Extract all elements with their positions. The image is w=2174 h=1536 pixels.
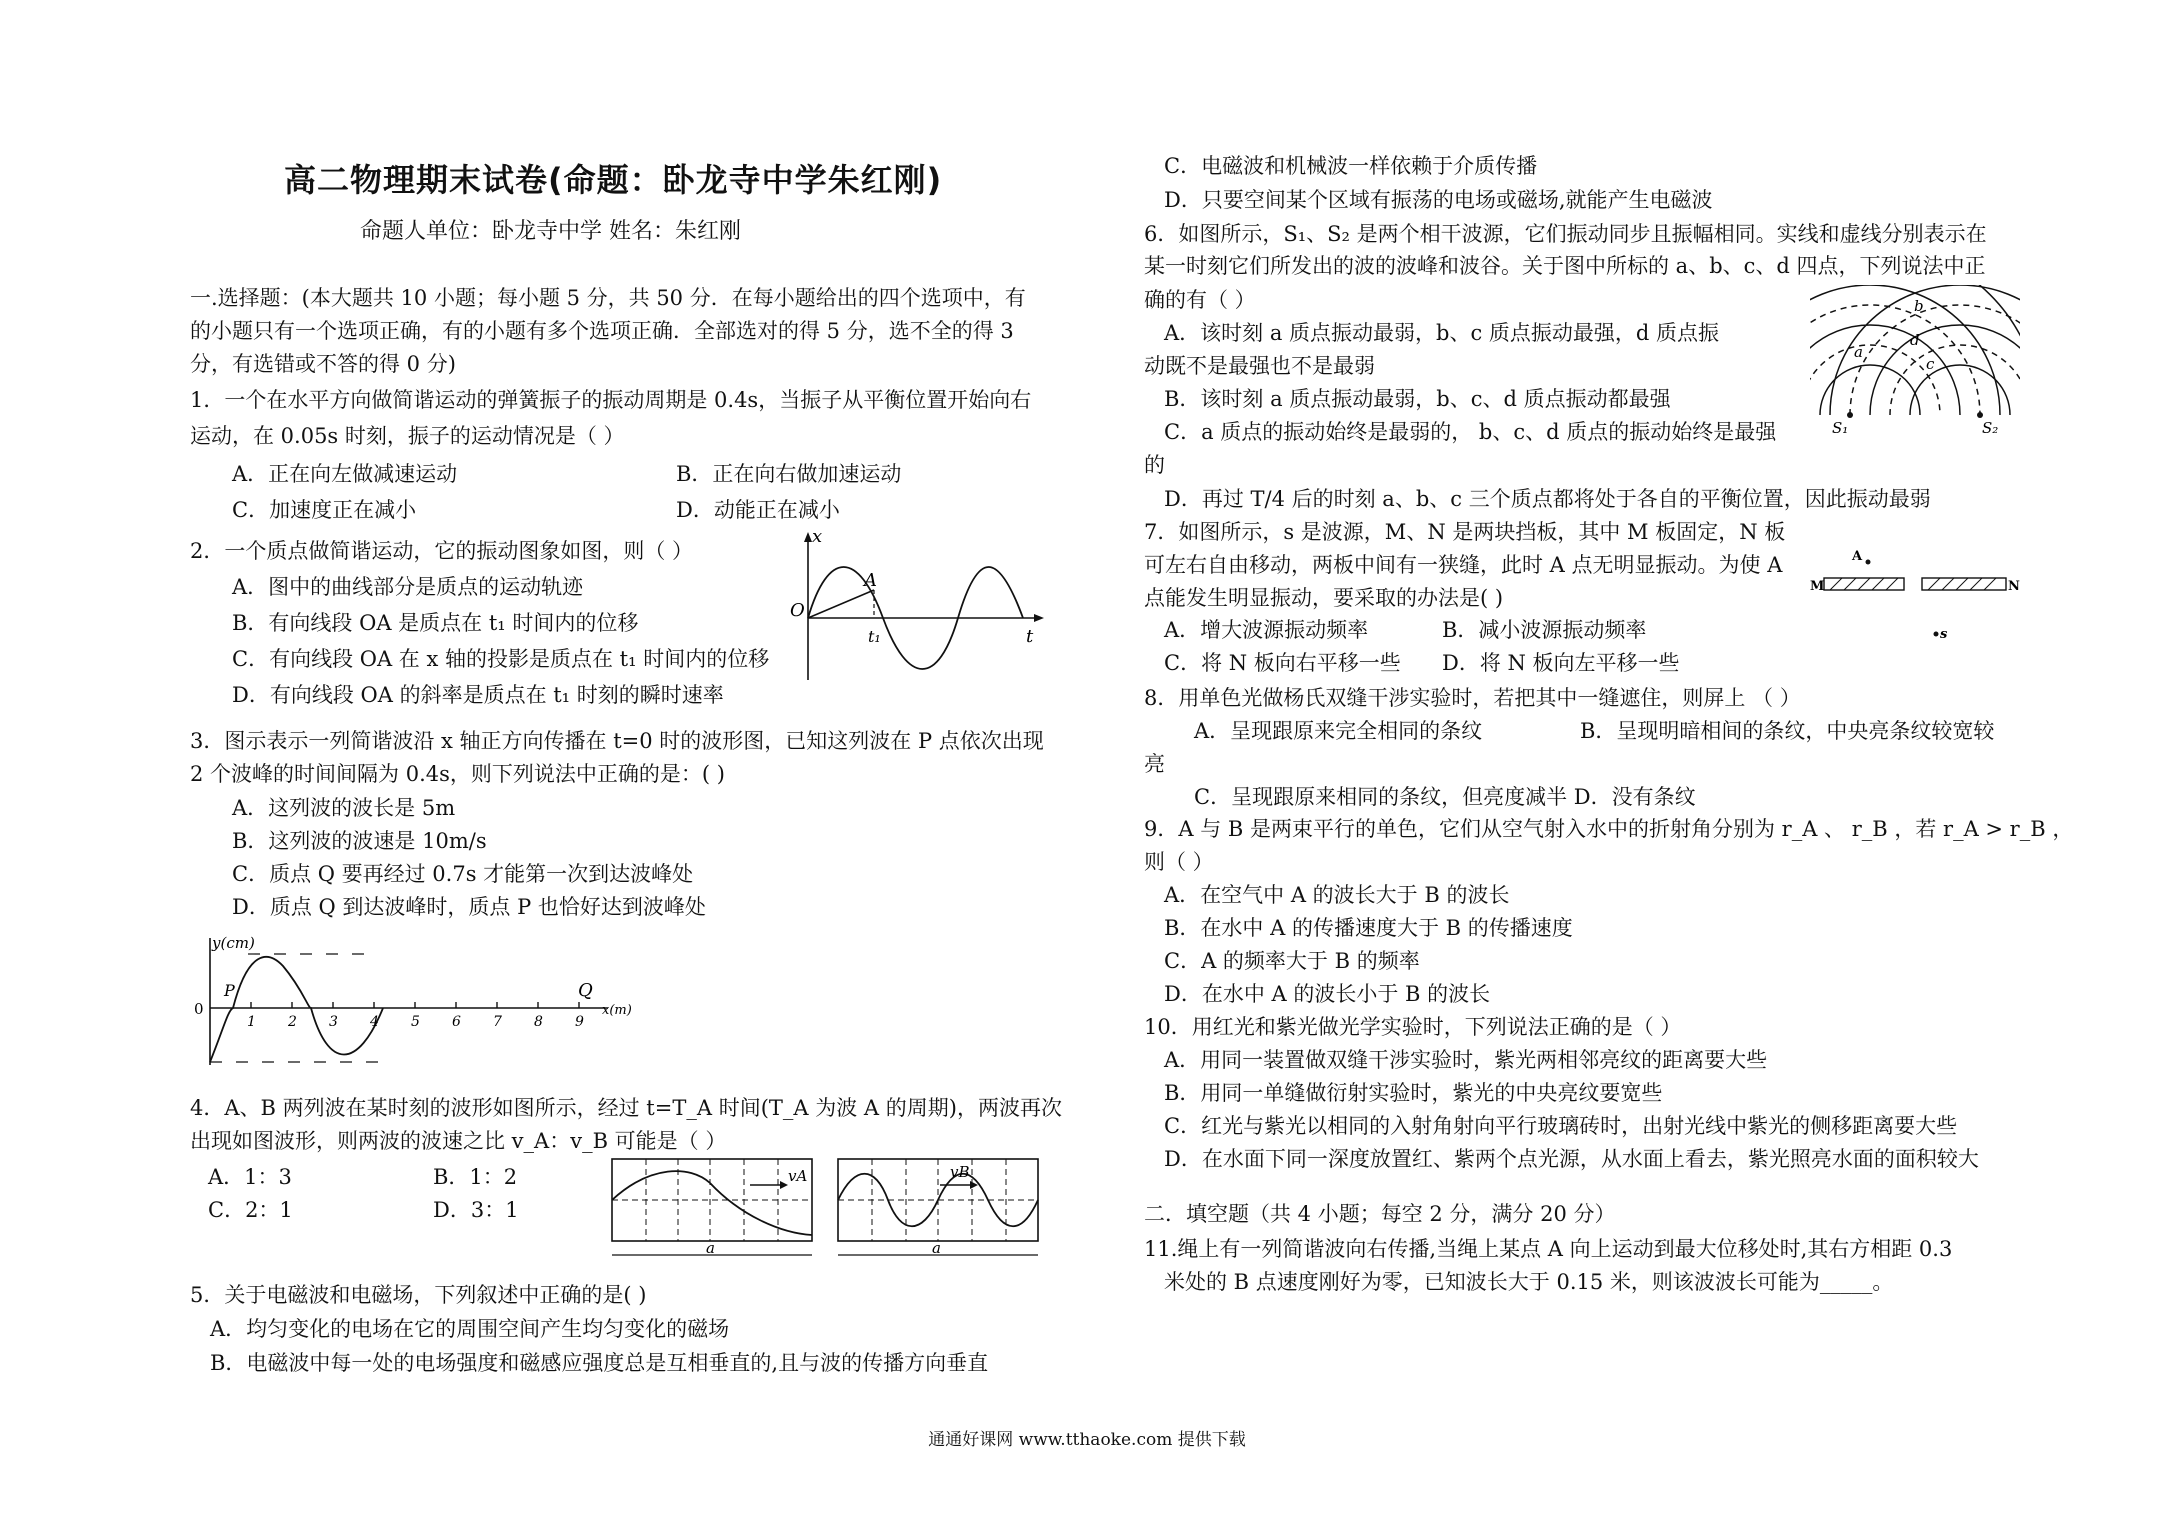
q4-option-b: B．1：2 <box>433 1165 518 1189</box>
q3-tick-label: 7 <box>493 1014 502 1030</box>
q3-label-xunit: x(m) <box>602 1003 632 1018</box>
q10-option-b: B．用同一单缝做衍射实验时，紫光的中央亮纹要宽些 <box>1164 1081 1663 1105</box>
q2-t-axis-arrow <box>1034 614 1044 622</box>
q7-slit-figure <box>1810 548 2020 648</box>
q3-option-c: C．质点 Q 要再经过 0.7s 才能第一次到达波峰处 <box>232 862 694 886</box>
q7-stem-1: 7．如图所示，s 是波源，M、N 是两块挡板，其中 M 板固定，N 板 <box>1144 520 1786 544</box>
q6-stem-2: 某一时刻它们所发出的波的波峰和波谷。关于图中所标的 a、b、c、d 四点，下列说法中正 <box>1144 254 1986 278</box>
section2-heading: 二．填空题（共 4 小题；每空 2 分，满分 20 分） <box>1144 1202 1616 1226</box>
q7-label-n: N <box>2008 579 2020 594</box>
q8-option-a: A．呈现跟原来完全相同的条纹 <box>1194 719 1483 743</box>
q3-tick-label: 4 <box>370 1014 379 1030</box>
q7-label-s: s <box>1940 627 1948 642</box>
q10-option-d: D．在水面下同一深度放置红、紫两个点光源，从水面上看去，紫光照亮水面的面积较大 <box>1164 1147 1979 1171</box>
q2-x-axis-arrow <box>804 532 812 542</box>
q3-option-b: B．这列波的波速是 10m/s <box>232 829 487 853</box>
q3-tick-label: 9 <box>575 1014 584 1030</box>
q4-stem-2: 出现如图波形，则两波的波速之比 v_A：v_B 可能是（ ） <box>190 1129 727 1153</box>
q6-label-b: b <box>1914 297 1924 315</box>
q4-label-a2: a <box>932 1239 941 1257</box>
q6-stem-1: 6．如图所示，S₁、S₂ 是两个相干波源，它们振动同步且振幅相同。实线和虚线分别表示在 <box>1144 222 1987 246</box>
q10-option-c: C．红光与紫光以相同的入射角射向平行玻璃砖时，出射光线中紫光的侧移距离要大些 <box>1164 1114 1958 1138</box>
q3-tick-label: 2 <box>288 1014 297 1030</box>
q9-option-b: B．在水中 A 的传播速度大于 B 的传播速度 <box>1164 916 1573 940</box>
q7-option-c: C．将 N 板向右平移一些 <box>1164 651 1401 675</box>
section1-intro-line3: 分，有选错或不答的得 0 分) <box>190 352 456 376</box>
q7-option-d: D．将 N 板向左平移一些 <box>1442 651 1680 675</box>
footer-credit: 通通好课网 www.tthaoke.com 提供下载 <box>928 1430 1246 1450</box>
q2-label-x: x <box>812 530 823 547</box>
q9-option-d: D．在水中 A 的波长小于 B 的波长 <box>1164 982 1491 1006</box>
q6-option-c-1: C．a 质点的振动始终是最弱的， b、c、d 质点的振动始终是最强 <box>1164 420 1777 444</box>
q2-label-t: t <box>1026 626 1034 647</box>
q9-option-c: C．A 的频率大于 B 的频率 <box>1164 949 1420 973</box>
q4-option-a: A．1：3 <box>208 1165 292 1189</box>
page-title: 高二物理期末试卷(命题：卧龙寺中学朱红刚) <box>284 161 943 199</box>
q6-label-s1: S₁ <box>1832 419 1849 435</box>
q5-option-b: B．电磁波中每一处的电场强度和磁感应强度总是互相垂直的,且与波的传播方向垂直 <box>210 1351 989 1375</box>
q6-label-d: d <box>1910 331 1920 349</box>
q1-option-c: C．加速度正在减小 <box>232 498 417 522</box>
q3-tick-labels <box>247 1002 584 1030</box>
q2-option-c: C．有向线段 OA 在 x 轴的投影是质点在 t₁ 时间内的位移 <box>232 647 770 671</box>
q3-tick-label: 8 <box>534 1014 543 1030</box>
q2-option-a: A．图中的曲线部分是质点的运动轨迹 <box>232 575 584 599</box>
q9-option-a: A．在空气中 A 的波长大于 B 的波长 <box>1164 883 1510 907</box>
q7-stem-2: 可左右自由移动，两板中间有一狭缝，此时 A 点无明显振动。为使 A <box>1144 553 1783 577</box>
q10-stem: 10．用红光和紫光做光学实验时，下列说法正确的是（ ） <box>1144 1015 1682 1039</box>
q7-point-a <box>1866 560 1871 565</box>
q11-line-2: 米处的 B 点速度刚好为零，已知波长大于 0.15 米，则该波波长可能为_____。 <box>1164 1270 1894 1294</box>
q3-tick-label: 1 <box>247 1014 256 1030</box>
q7-stem-3: 点能发生明显振动，要采取的办法是( ) <box>1144 586 1504 610</box>
q5-option-d: D．只要空间某个区域有振荡的电场或磁场,就能产生电磁波 <box>1164 188 1713 212</box>
q3-wave-graph <box>188 930 638 1070</box>
q5-option-a: A．均匀变化的电场在它的周围空间产生均匀变化的磁场 <box>210 1317 730 1341</box>
q9-stem: 9．A 与 B 是两束平行的单色，它们从空气射入水中的折射角分别为 r_A 、 r_B ，若 r_A > r_B ， <box>1144 817 2074 841</box>
q4-two-waves-figure <box>610 1155 1050 1273</box>
q8-option-b: B．呈现明暗相间的条纹，中央亮条纹较宽较 <box>1580 719 1995 743</box>
q4-option-d: D．3：1 <box>433 1198 519 1222</box>
q5-option-c: C．电磁波和机械波一样依赖于介质传播 <box>1164 154 1538 178</box>
q3-label-q: Q <box>578 980 593 1001</box>
q8-stem: 8．用单色光做杨氏双缝干涉实验时，若把其中一缝遮住，则屏上 （ ） <box>1144 686 1801 710</box>
q2-segment-oa <box>808 590 874 618</box>
q10-option-a: A．用同一装置做双缝干涉实验时，紫光两相邻亮纹的距离要大些 <box>1164 1048 1768 1072</box>
q4-label-a1: a <box>706 1239 715 1257</box>
q3-tick-label: 3 <box>329 1014 338 1030</box>
q8-option-b-2: 亮 <box>1144 752 1165 776</box>
q1-option-d: D．动能正在减小 <box>676 498 840 522</box>
q4-label-va: vA <box>788 1167 808 1185</box>
q6-label-s2: S₂ <box>1982 419 1999 435</box>
q1-option-a: A．正在向左做减速运动 <box>232 462 458 486</box>
q3-stem-1: 3．图示表示一列简谐波沿 x 轴正方向传播在 t=0 时的波形图，已知这列波在 P 点依次出现 <box>190 729 1044 753</box>
q6-interference-figure <box>1810 285 2020 435</box>
q4-option-c: C．2：1 <box>208 1198 293 1222</box>
q6-option-d: D．再过 T/4 后的时刻 a、b、c 三个质点都将处于各自的平衡位置，因此振动最弱 <box>1164 487 1931 511</box>
q7-label-m: M <box>1810 579 1825 594</box>
q7-source-s <box>1934 632 1939 637</box>
q3-label-y: y(cm) <box>212 934 255 952</box>
q6-stem-3: 确的有（ ） <box>1144 288 1256 312</box>
q4-stem-1: 4．A、B 两列波在某时刻的波形如图所示，经过 t=T_A 时间(T_A 为波 A 的周期)，两波再次 <box>190 1096 1062 1120</box>
section1-intro-line1: 一.选择题：(本大题共 10 小题；每小题 5 分，共 50 分．在每小题给出的四个选项中，有 <box>190 286 1026 310</box>
q6-option-a-1: A．该时刻 a 质点振动最弱，b、c 质点振动最强，d 质点振 <box>1164 321 1720 345</box>
q6-option-a-2: 动既不是最强也不是最弱 <box>1144 354 1375 378</box>
q2-stem: 2．一个质点做简谐运动，它的振动图象如图，则（ ） <box>190 539 694 563</box>
q3-stem-2: 2 个波峰的时间间隔为 0.4s，则下列说法中正确的是：( ) <box>190 762 725 786</box>
q3-option-d: D．质点 Q 到达波峰时，质点 P 也恰好达到波峰处 <box>232 895 706 919</box>
q7-label-a: A <box>1852 549 1863 564</box>
q2-label-t1: t₁ <box>868 627 881 646</box>
q7-option-a: A．增大波源振动频率 <box>1164 618 1369 642</box>
q3-label-origin: 0 <box>194 1000 204 1018</box>
section1-intro-line2: 的小题只有一个选项正确，有的小题有多个选项正确．全部选对的得 5 分，选不全的得 3 <box>190 319 1014 343</box>
q4-label-vb: vB <box>950 1163 970 1181</box>
q6-source-s1 <box>1847 412 1853 418</box>
q11-line-1: 11.绳上有一列简谐波向右传播,当绳上某点 A 向上运动到最大位移处时,其右方相距 0.3 <box>1144 1237 1953 1261</box>
q2-label-a: A <box>864 570 877 591</box>
q3-wave-curve <box>210 957 383 1062</box>
q6-option-c-2: 的 <box>1144 453 1165 477</box>
q2-vibration-graph <box>788 530 1058 690</box>
q3-tick-label: 6 <box>452 1014 461 1030</box>
q2-label-o: O <box>790 600 805 621</box>
q4-wave-a <box>612 1171 812 1235</box>
q6-option-b: B．该时刻 a 质点振动最弱，b、c、d 质点振动都最强 <box>1164 387 1671 411</box>
page-subtitle: 命题人单位：卧龙寺中学 姓名：朱红刚 <box>360 219 741 244</box>
q3-label-p: P <box>224 981 235 1000</box>
q1-stem-1: 1．一个在水平方向做简谐运动的弹簧振子的振动周期是 0.4s，当振子从平衡位置开始向右 <box>190 388 1032 412</box>
q3-tick-label: 5 <box>411 1014 420 1030</box>
q9-stem-2: 则（ ） <box>1144 850 1214 874</box>
q6-label-a: a <box>1854 343 1863 361</box>
q2-option-b: B．有向线段 OA 是质点在 t₁ 时间内的位移 <box>232 611 639 635</box>
q8-option-c-d: C．呈现跟原来相同的条纹，但亮度减半 D．没有条纹 <box>1194 785 1696 809</box>
q6-label-c: c <box>1926 355 1935 373</box>
q6-source-s2 <box>1977 412 1983 418</box>
q5-stem: 5．关于电磁波和电磁场，下列叙述中正确的是( ) <box>190 1283 647 1307</box>
q7-option-b: B．减小波源振动频率 <box>1442 618 1647 642</box>
q3-option-a: A．这列波的波长是 5m <box>232 796 456 820</box>
q2-option-d: D．有向线段 OA 的斜率是质点在 t₁ 时刻的瞬时速率 <box>232 683 724 707</box>
q1-stem-2: 运动，在 0.05s 时刻，振子的运动情况是（ ） <box>190 424 625 448</box>
q1-option-b: B．正在向右做加速运动 <box>676 462 902 486</box>
